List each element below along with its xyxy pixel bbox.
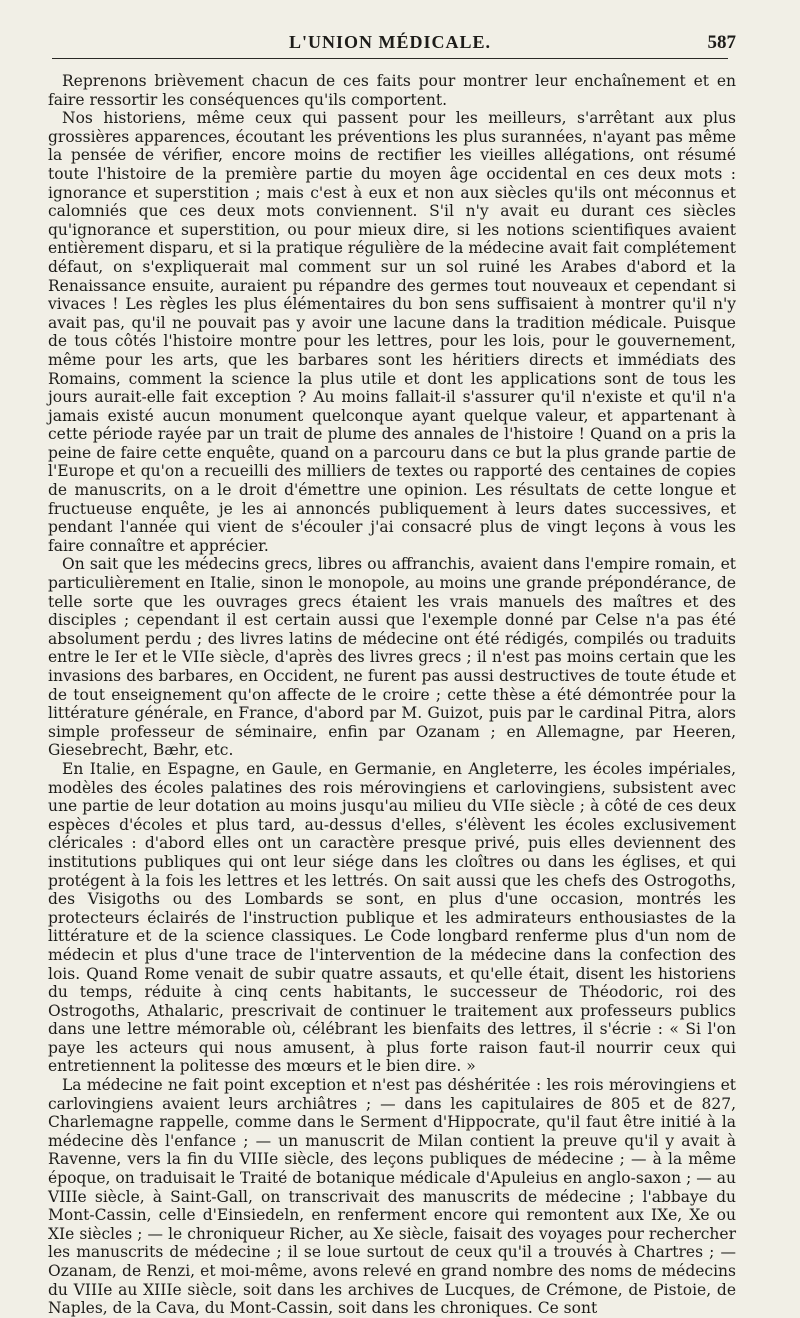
page-number: 587 bbox=[707, 32, 736, 53]
page-header bbox=[52, 30, 736, 59]
paragraph: En Italie, en Espagne, en Gaule, en Germanie, en Angleterre, les écoles impériales, modèles des écoles palatines des rois mérovingiens et carlovingiens, subsistent avec une partie de leur dotation au moins jusqu'au milieu du VIIe siècle ; à côté de ces deux espèces d'écoles et plus tard, au-dessus d'elles, s'élèvent les écoles exclusivement cléricales : d'abord elles ont un caractère presque privé, puis elles deviennent des institutions publiques qui ont leur siége dans les cloîtres ou dans les églises, et qui protégent à la fois les lettres et les lettrés. On sait aussi que les chefs des Ostrogoths, des Visigoths ou des Lombards se sont, en plus d'une occasion, montrés les protecteurs éclairés de l'instruction publique et les admirateurs enthousiastes de la littérature et de la science classiques. Le Code longbard renferme plus d'un nom de médecin et plus d'une trace de l'intervention de la médecine dans la confection des lois. Quand Rome venait de subir quatre assauts, et qu'elle était, disent les historiens du temps, réduite à cinq cents habitants, le successeur de Théodoric, roi des Ostrogoths, Athalaric, prescrivait de continuer le traitement aux professeurs publics dans une lettre mémorable où, célébrant les bienfaits des lettres, il s'écrie : « Si l'on paye les acteurs qui nous amusent, à plus forte raison faut-il nourrir ceux qui entretiennent la politesse des mœurs et le bien dire. » bbox=[48, 759, 736, 1076]
running-title: L'UNION MÉDICALE. bbox=[288, 32, 492, 52]
paragraph: Reprenons brièvement chacun de ces faits pour montrer leur enchaînement et en faire ressortir les conséquences qu'ils comportent. bbox=[48, 72, 736, 109]
paragraph: On sait que les médecins grecs, libres ou affranchis, avaient dans l'empire romain, et particulièrement en Italie, sinon le monopole, au moins une grande prépondérance, de telle sorte que les ouvrages grecs étaient les vrais manuels des maîtres et des disciples ; cependant il est certain aussi que l'exemple donné par Celse n'a pas été absolument perdu ; des livres latins de médecine ont été rédigés, compilés ou traduits entre le Ier et le VIIe siècle, d'après des livres grecs ; il n'est pas moins certain que les invasions des barbares, en Occident, ne furent pas aussi destructives de toute étude et de tout enseignement qu'on affecte de le croire ; cette thèse a été démontrée pour la littérature générale, en France, d'abord par M. Guizot, puis par le cardinal Pitra, alors simple professeur de séminaire, enfin par Ozanam ; en Allemagne, par Heeren, Giesebrecht, Bæhr, etc. bbox=[48, 555, 736, 760]
paragraph: La médecine ne fait point exception et n'est pas déshéritée : les rois mérovingiens et carlovingiens avaient leurs archiâtres ; — dans les capitulaires de 805 et de 827, Charlemagne rappelle, comme dans le Serment d'Hippocrate, qu'il faut être initié à la médecine dès l'enfance ; — un manuscrit de Milan contient la preuve qu'il y avait à Ravenne, vers la fin du VIIIe siècle, des leçons publiques de médecine ; — à la même époque, on traduisait le Traité de botanique médicale d'Apuleius en anglo-saxon ; — au VIIIe siècle, à Saint-Gall, on transcrivait des manuscrits de médecine ; l'abbaye du Mont-Cassin, celle d'Einsiedeln, en renferment encore qui remontent aux IXe, Xe ou XIe siècles ; — le chroniqueur Richer, au Xe siècle, faisait des voyages pour rechercher les manuscrits de médecine ; il se loue surtout de ceux qu'il a trouvés à Chartres ; — Ozanam, de Renzi, et moi-même, avons relevé en grand nombre des noms de médecins du VIIIe au XIIIe siècle, soit dans les archives de Lucques, de Crémone, de Pistoie, de Naples, de la Cava, du Mont-Cassin, soit dans les chroniques. Ce sont bbox=[48, 1076, 736, 1318]
body-text bbox=[48, 72, 736, 1318]
paragraph: Nos historiens, même ceux qui passent pour les meilleurs, s'arrêtant aux plus grossières apparences, écoutant les préventions les plus surannées, n'ayant pas même la pensée de vérifier, encore moins de rectifier les vieilles allégations, ont résumé toute l'histoire de la première partie du moyen âge occidental en ces deux mots : ignorance et superstition ; mais c'est à eux et non aux siècles qu'ils ont méconnus et calomniés que ces deux mots conviennent. S'il n'y avait eu durant ces siècles qu'ignorance et superstition, ou pour mieux dire, si les notions scientifiques avaient entièrement disparu, et si la pratique régulière de la médecine avait fait complétement défaut, on s'expliquerait mal comment sur un sol ruiné les Arabes d'abord et la Renaissance ensuite, auraient pu répandre des germes tout nouveaux et cependant si vivaces ! Les règles les plus élémentaires du bon sens suffisaient à montrer qu'il n'y avait pas, qu'il ne pouvait pas y avoir une lacune dans la tradition médicale. Puisque de tous côtés l'histoire montre pour les lettres, pour les lois, pour le gouvernement, même pour les arts, que les barbares sont les héritiers directs et immédiats des Romains, comment la science la plus utile et dont les applications sont de tous les jours aurait-elle fait exception ? Au moins fallait-il s'assurer qu'il n'existe et qu'il n'a jamais existé aucun monument quelconque ayant quelque valeur, et appartenant à cette période rayée par un trait de plume des annales de l'histoire ! Quand on a pris la peine de faire cette enquête, quand on a parcouru dans ce but la plus grande partie de l'Europe et qu'on a recueilli des milliers de textes ou rapporté des centaines de copies de manuscrits, on a le droit d'émettre une opinion. Les résultats de cette longue et fructueuse enquête, je les ai annoncés publiquement à leurs dates successives, et pendant l'année qui vient de s'écouler j'ai consacré plus de vingt leçons à vous les faire connaître et apprécier. bbox=[48, 109, 736, 555]
